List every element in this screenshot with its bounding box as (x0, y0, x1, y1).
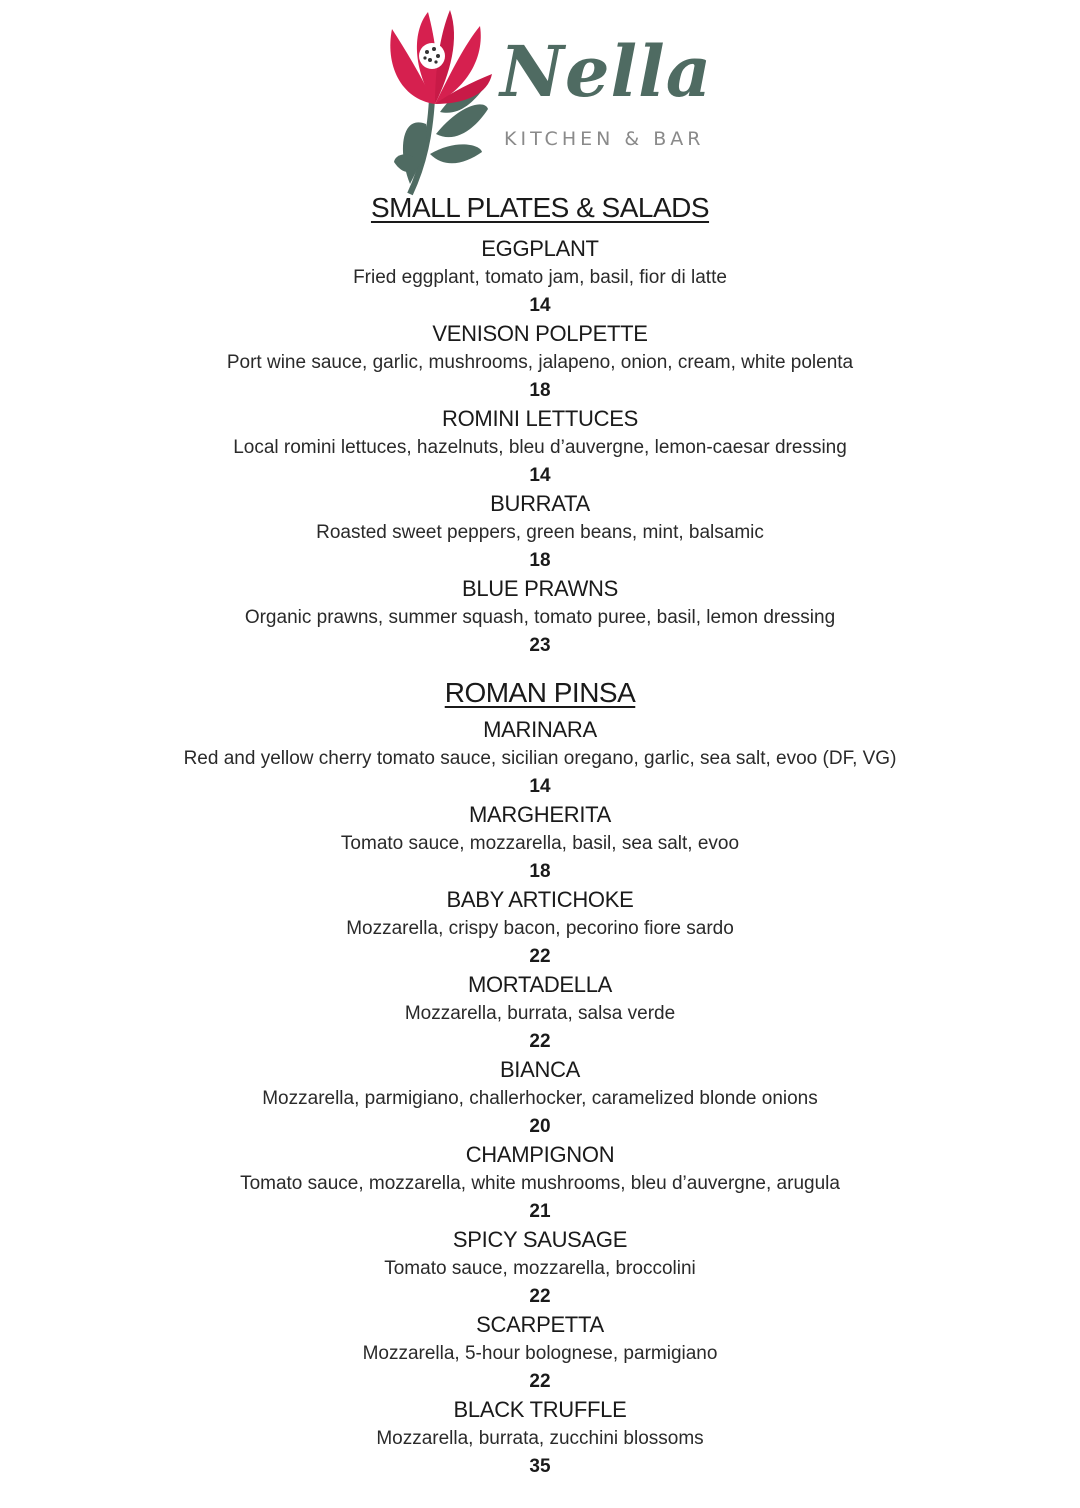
menu-item (0, 319, 1080, 404)
item-price: 35 (529, 1456, 551, 1477)
protea-flower-icon (380, 4, 500, 196)
item-price: 18 (529, 550, 551, 571)
item-name: CHAMPIGNON (465, 1142, 615, 1167)
item-description: Organic prawns, summer squash, tomato puree, basil, lemon dressing (244, 607, 836, 628)
item-name: BLUE PRAWNS (461, 576, 619, 601)
item-name: SPICY SAUSAGE (452, 1227, 628, 1252)
item-description: Local romini lettuces, hazelnuts, bleu d’auvergne, lemon-caesar dressing (233, 437, 847, 458)
menu-item (0, 1310, 1080, 1395)
item-price: 18 (529, 380, 551, 401)
item-description: Mozzarella, crispy bacon, pecorino fiore sardo (346, 918, 734, 939)
item-name: BURRATA (490, 491, 590, 516)
item-description: Tomato sauce, mozzarella, basil, sea salt, evoo (340, 833, 740, 854)
menu-item (0, 234, 1080, 319)
item-description: Mozzarella, parmigiano, challerhocker, caramelized blonde onions (262, 1088, 818, 1109)
item-price: 18 (529, 861, 551, 882)
menu-item (0, 1140, 1080, 1225)
item-price: 22 (529, 1031, 551, 1052)
item-description: Tomato sauce, mozzarella, broccolini (384, 1258, 696, 1279)
section-roman-pinsa (0, 673, 1080, 1480)
item-name: EGGPLANT (481, 236, 599, 261)
item-description: Roasted sweet peppers, green beans, mint, balsamic (316, 522, 764, 543)
menu (0, 188, 1080, 1480)
menu-item (0, 970, 1080, 1055)
item-price: 22 (529, 1371, 551, 1392)
menu-item (0, 800, 1080, 885)
item-price: 22 (529, 1286, 551, 1307)
item-name: ROMINI LETTUCES (442, 406, 638, 431)
item-description: Mozzarella, burrata, zucchini blossoms (376, 1428, 704, 1449)
item-description: Port wine sauce, garlic, mushrooms, jalapeno, onion, cream, white polenta (226, 352, 854, 373)
menu-item (0, 574, 1080, 659)
section-title: SMALL PLATES & SALADS (370, 192, 710, 223)
item-price: 14 (529, 776, 551, 797)
item-description: Fried eggplant, tomato jam, basil, fior di latte (353, 267, 727, 288)
section-small-plates (0, 188, 1080, 659)
item-price: 14 (529, 465, 551, 486)
item-price: 23 (529, 635, 551, 656)
menu-item (0, 489, 1080, 574)
menu-item (0, 885, 1080, 970)
item-price: 14 (529, 295, 551, 316)
restaurant-logo (380, 4, 713, 196)
menu-item (0, 715, 1080, 800)
item-description: Tomato sauce, mozzarella, white mushrooms, bleu d’auvergne, arugula (240, 1173, 840, 1194)
section-title: ROMAN PINSA (444, 677, 636, 708)
item-name: BABY ARTICHOKE (446, 887, 634, 912)
item-price: 22 (529, 946, 551, 967)
brand-subtitle: KITCHEN & BAR (504, 128, 705, 150)
item-price: 20 (529, 1116, 551, 1137)
item-description: Red and yellow cherry tomato sauce, sicilian oregano, garlic, sea salt, evoo (DF, VG) (183, 748, 897, 769)
item-name: VENISON POLPETTE (432, 321, 648, 346)
menu-item (0, 1395, 1080, 1480)
item-name: MORTADELLA (467, 972, 613, 997)
menu-item (0, 1225, 1080, 1310)
item-price: 21 (529, 1201, 551, 1222)
item-name: BLACK TRUFFLE (453, 1397, 627, 1422)
brand-name: Nella (500, 30, 713, 113)
menu-item (0, 1055, 1080, 1140)
menu-item (0, 404, 1080, 489)
item-name: MARGHERITA (468, 802, 612, 827)
item-name: SCARPETTA (476, 1312, 604, 1337)
item-description: Mozzarella, 5-hour bolognese, parmigiano (362, 1343, 718, 1364)
item-name: BIANCA (499, 1057, 581, 1082)
item-description: Mozzarella, burrata, salsa verde (404, 1003, 676, 1024)
item-name: MARINARA (483, 717, 597, 742)
